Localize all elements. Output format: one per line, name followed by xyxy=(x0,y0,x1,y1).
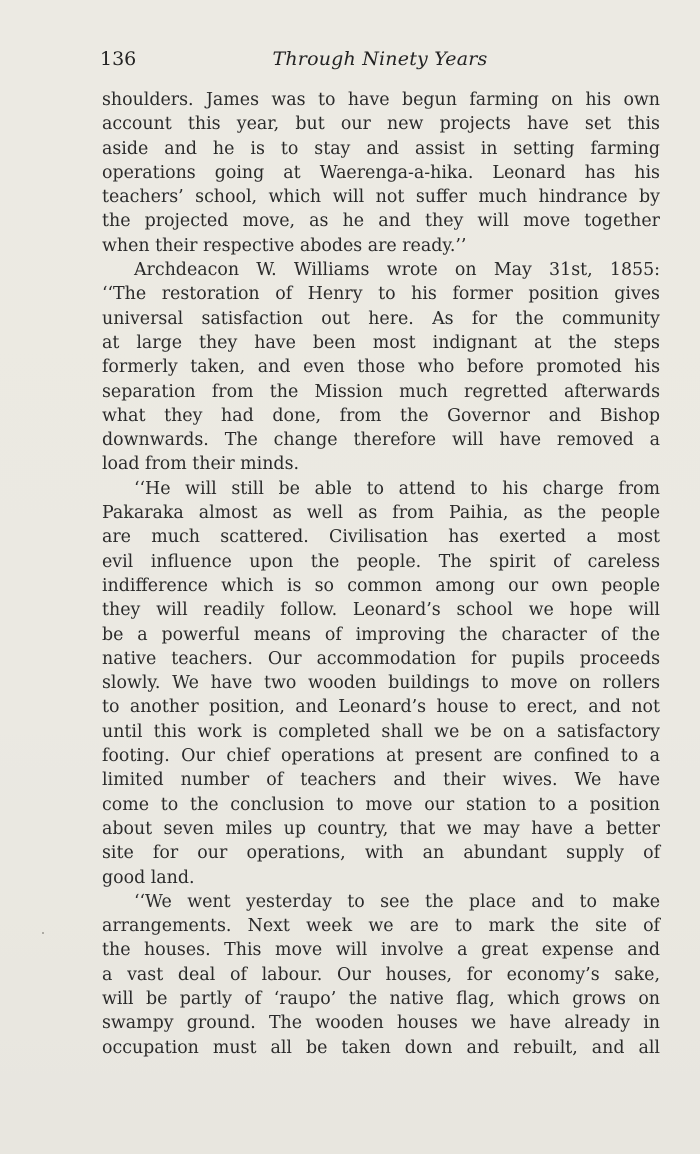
text-line: arrangements. Next week we are to mark the site of xyxy=(102,916,660,937)
text-line: when their respective abodes are ready.’’ xyxy=(102,235,467,256)
text-line: the projected move, as he and they will move together xyxy=(102,211,660,232)
text-line: will be partly of ‘raupo’ the native flag, which grows on xyxy=(102,988,660,1009)
text-line: to another position, and Leonard’s house to erect, and not xyxy=(102,697,660,718)
text-line: downwards. The change therefore will have removed a xyxy=(102,430,660,451)
page-number: 136 xyxy=(100,48,137,70)
text-line: the houses. This move will involve a great expense and xyxy=(102,940,660,961)
running-title: Through Ninety Years xyxy=(272,48,488,70)
text-line: account this year, but our new projects have set this xyxy=(102,114,660,135)
text-line: until this work is completed shall we be on a satisfactory xyxy=(102,721,660,742)
text-line: a vast deal of labour. Our houses, for economy’s sake, xyxy=(102,964,660,985)
text-line: indifference which is so common among our own people xyxy=(102,575,660,596)
text-line: separation from the Mission much regretted afterwards xyxy=(102,381,660,402)
text-line: site for our operations, with an abundant supply of xyxy=(102,843,660,864)
text-line: ‘‘We went yesterday to see the place and to make xyxy=(134,891,660,912)
text-line: Pakaraka almost as well as from Paihia, as the people xyxy=(102,503,660,524)
text-line: slowly. We have two wooden buildings to move on rollers xyxy=(102,673,660,694)
text-line: about seven miles up country, that we may have a better xyxy=(102,818,660,839)
margin-speck xyxy=(42,932,44,934)
text-line: shoulders. James was to have begun farming on his own xyxy=(102,90,660,110)
text-line: universal satisfaction out here. As for the community xyxy=(102,308,660,329)
text-line: be a powerful means of improving the character of the xyxy=(102,624,660,645)
text-line: occupation must all be taken down and rebuilt, and all xyxy=(102,1037,660,1058)
text-line: native teachers. Our accommodation for pupils proceeds xyxy=(102,648,660,669)
text-line: Archdeacon W. Williams wrote on May 31st, 1855: xyxy=(134,260,660,281)
text-line: aside and he is to stay and assist in setting farming xyxy=(102,138,660,159)
page-header xyxy=(100,48,660,78)
text-line: teachers’ school, which will not suffer much hindrance by xyxy=(102,187,660,208)
text-line: good land. xyxy=(102,867,195,888)
text-line: ‘‘The restoration of Henry to his former position gives xyxy=(102,284,660,305)
text-line: load from their minds. xyxy=(102,454,300,475)
text-line: evil influence upon the people. The spirit of careless xyxy=(102,551,660,572)
text-line: come to the conclusion to move our station to a position xyxy=(102,794,660,815)
text-line: at large they have been most indignant at the steps xyxy=(102,332,660,353)
text-line: swampy ground. The wooden houses we have already in xyxy=(102,1013,660,1034)
text-line: are much scattered. Civilisation has exerted a most xyxy=(102,527,660,548)
text-line: ‘‘He will still be able to attend to his charge from xyxy=(134,478,660,499)
text-line: what they had done, from the Governor and Bishop xyxy=(102,405,660,426)
text-line: footing. Our chief operations at present are confined to a xyxy=(102,746,660,767)
body-text xyxy=(102,88,660,1060)
text-line: limited number of teachers and their wives. We have xyxy=(102,770,660,791)
text-line: they will readily follow. Leonard’s school we hope will xyxy=(102,600,660,621)
text-line: formerly taken, and even those who before promoted his xyxy=(102,357,660,378)
text-line: operations going at Waerenga-a-hika. Leonard has his xyxy=(102,162,660,183)
